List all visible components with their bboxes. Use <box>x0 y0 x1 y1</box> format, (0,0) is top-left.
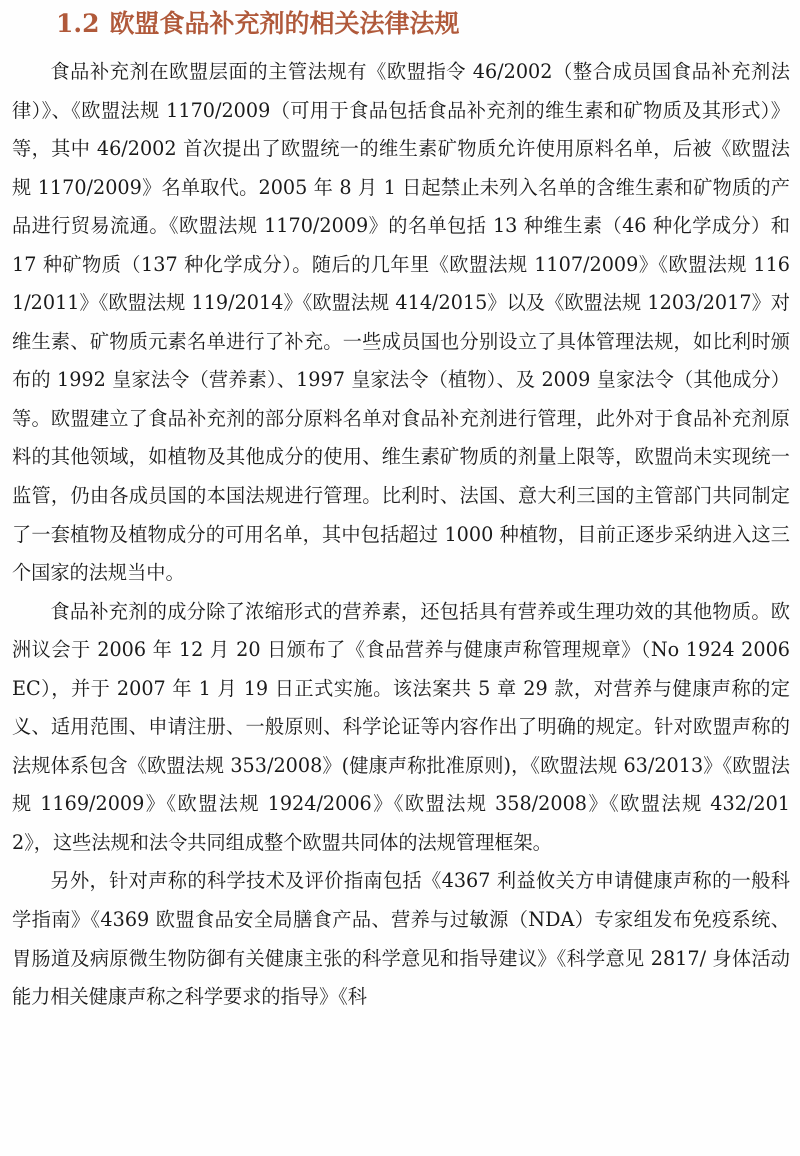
paragraph: 食品补充剂的成分除了浓缩形式的营养素，还包括具有营养或生理功效的其他物质。欧洲议会于 2006 年 12 月 20 日颁布了《食品营养与健康声称管理规章》（No 1924 2006 EC），并于 2007 年 1 月 19 日正式实施。该法案共 5 章 29 款，对营养与健康声称的定义、适用范围、申请注册、一般原则、科学论证等内容作出了明确的规定。针对欧盟声称的法规体系包含《欧盟法规 353/2008》(健康声称批准原则)，《欧盟法规 63/2013》《欧盟法规 1169/2009》《欧盟法规 1924/2006》《欧盟法规 358/2008》《欧盟法规 432/2012》，这些法规和法令共同组成整个欧盟共同体的法规管理框架。 <box>12 599 790 854</box>
section-title: 欧盟食品补充剂的相关法律法规 <box>109 9 460 38</box>
paragraph: 食品补充剂在欧盟层面的主管法规有《欧盟指令 46/2002（整合成员国食品补充剂法律）》、《欧盟法规 1170/2009（可用于食品包括食品补充剂的维生素和矿物质及其形式）》等，其中 46/2002 首次提出了欧盟统一的维生素矿物质允许使用原料名单，后被《欧盟法规 1170/2009》名单取代。2005 年 8 月 1 日起禁止未列入名单的含维生素和矿物质的产品进行贸易流通。《欧盟法规 1170/2009》的名单包括 13 种维生素（46 种化学成分）和 17 种矿物质（137 种化学成分）。随后的几年里《欧盟法规 1107/2009》《欧盟法规 1161/2011》《欧盟法规 119/2014》《欧盟法规 414/2015》以及《欧盟法规 1203/2017》对维生素、矿物质元素名单进行了补充。一些成员国也分别设立了具体管理法规，如比利时颁布的 1992 皇家法令（营养素）、1997 皇家法令（植物）、及 2009 皇家法令（其他成分）等。欧盟建立了食品补充剂的部分原料名单对食品补充剂进行管理，此外对于食品补充剂原料的其他领域，如植物及其他成分的使用、维生素矿物质的剂量上限等，欧盟尚未实现统一监管，仍由各成员国的本国法规进行管理。比利时、法国、意大利三国的主管部门共同制定了一套植物及植物成分的可用名单，其中包括超过 1000 种植物，目前正逐步采纳进入这三个国家的法规当中。 <box>12 60 790 585</box>
body-text <box>12 53 790 1017</box>
section-heading <box>56 4 460 44</box>
section-number: 1.2 <box>56 9 100 38</box>
paragraph: 另外，针对声称的科学技术及评价指南包括《4367 利益攸关方申请健康声称的一般科学指南》《4369 欧盟食品安全局膳食产品、营养与过敏源（NDA）专家组发布免疫系统、胃肠道及病原微生物防御有关健康主张的科学意见和指导建议》《科学意见 2817/ 身体活动能力相关健康声称之科学要求的指导》《科 <box>12 869 790 1009</box>
